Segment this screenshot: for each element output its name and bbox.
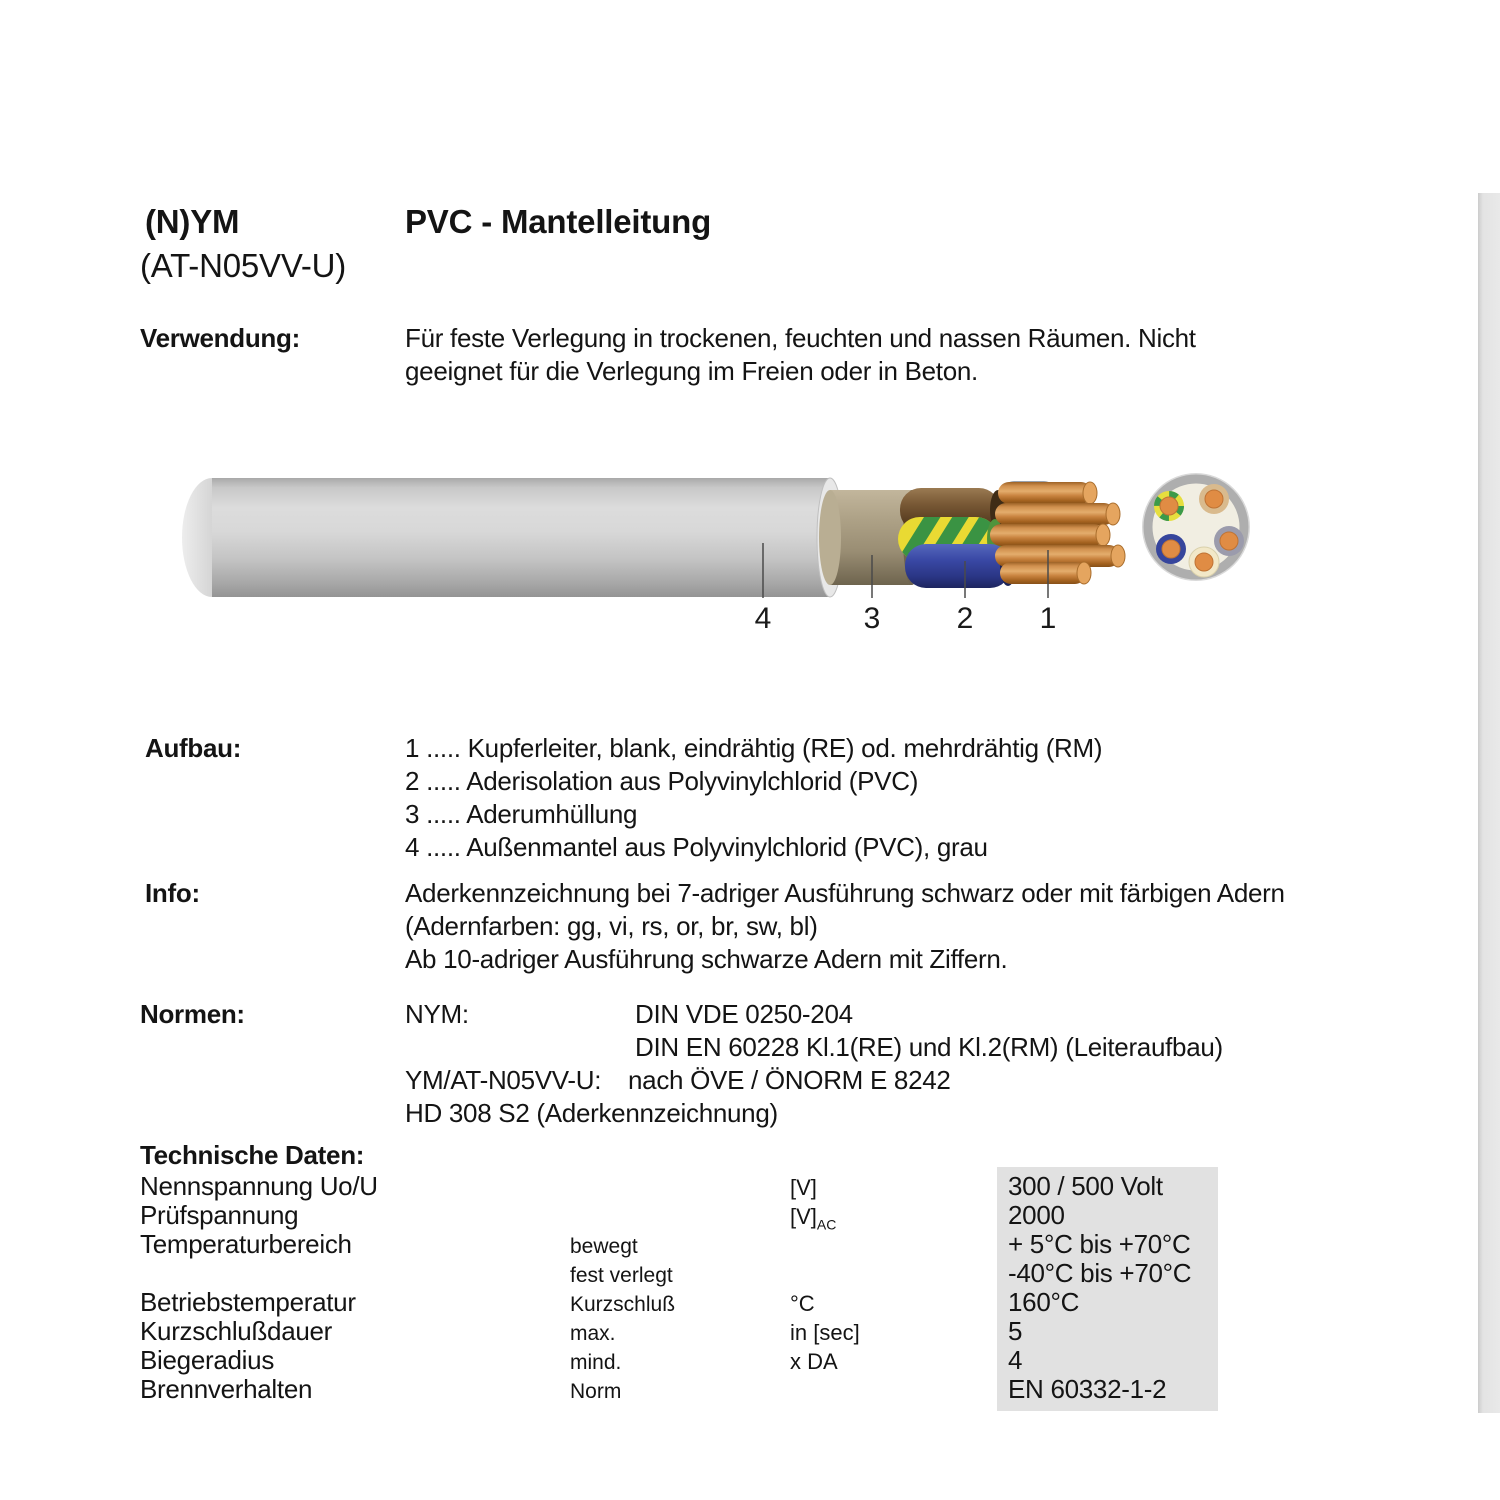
td-condition: Norm	[570, 1380, 622, 1403]
td-condition: bewegt	[570, 1235, 638, 1258]
td-parameter: Biegeradius	[140, 1345, 275, 1375]
td-value: 300 / 500 Volt	[1008, 1171, 1163, 1201]
table-row	[140, 1317, 1022, 1346]
normen-hd-line: HD 308 S2 (Aderkennzeichnung)	[405, 1098, 778, 1128]
figure-callout-labels	[755, 602, 1057, 635]
td-value: EN 60332-1-2	[1008, 1374, 1167, 1404]
table-row	[140, 1259, 1191, 1288]
aufbau-item-1: 1 ..... Kupferleiter, blank, eindrähtig (RE) od. mehrdrähtig (RM)	[405, 733, 1103, 763]
verwendung-line1: Für feste Verlegung in trockenen, feuchten und nassen Räumen. Nicht	[405, 323, 1196, 353]
normen-ym-label: YM/AT-N05VV-U:	[405, 1065, 602, 1095]
td-parameter: Betriebstemperatur	[140, 1287, 356, 1317]
td-unit-text: [V]	[790, 1204, 817, 1229]
info-line3: Ab 10-adriger Ausführung schwarze Adern mit Ziffern.	[405, 944, 1008, 974]
normen-nym-value1: DIN VDE 0250-204	[635, 999, 853, 1029]
table-row	[140, 1346, 1022, 1375]
table-row	[140, 1375, 1166, 1404]
cable-type-code-alt: (AT-N05VV-U)	[140, 247, 347, 284]
table-row	[140, 1230, 1191, 1259]
aufbau-item-3: 3 ..... Aderumhüllung	[405, 799, 638, 829]
callout-3: 3	[863, 602, 881, 635]
verwendung-line2: geeignet für die Verlegung im Freien oder in Beton.	[405, 356, 978, 386]
td-unit-text: °C	[790, 1291, 815, 1316]
callout-4: 4	[754, 602, 772, 635]
info-label: Info:	[145, 878, 200, 908]
normen-ym-value: nach ÖVE / ÖNORM E 8242	[628, 1065, 951, 1095]
aufbau-item-2: 2 ..... Aderisolation aus Polyvinylchlorid (PVC)	[405, 766, 919, 796]
page-edge-shadow	[1478, 193, 1500, 1413]
info-line1: Aderkennzeichnung bei 7-adriger Ausführung schwarz oder mit färbigen Adern	[405, 878, 1285, 908]
table-row	[140, 1200, 1065, 1233]
td-parameter: Brennverhalten	[140, 1374, 313, 1404]
callout-1: 1	[1039, 602, 1057, 635]
normen-nym-value2: DIN EN 60228 Kl.1(RE) und Kl.2(RM) (Leiteraufbau)	[635, 1032, 1223, 1062]
table-row	[140, 1172, 1163, 1201]
td-condition: fest verlegt	[570, 1264, 673, 1287]
normen-label: Normen:	[140, 999, 245, 1029]
td-unit-text: in [sec]	[790, 1320, 860, 1345]
callout-2: 2	[956, 602, 974, 635]
td-parameter: Kurzschlußdauer	[140, 1316, 333, 1346]
td-parameter: Prüfspannung	[140, 1200, 299, 1230]
aufbau-label: Aufbau:	[145, 733, 242, 763]
td-value: + 5°C bis +70°C	[1008, 1229, 1191, 1259]
td-value: 2000	[1008, 1200, 1065, 1230]
td-parameter: Temperaturbereich	[140, 1229, 352, 1259]
td-value: 4	[1008, 1345, 1023, 1375]
cable-illustration	[170, 455, 1280, 645]
table-row	[140, 1288, 1079, 1317]
td-unit-sub: AC	[816, 1216, 837, 1233]
td-condition: Kurzschluß	[570, 1293, 676, 1316]
cable-sheath	[182, 478, 843, 597]
normen-nym-label: NYM:	[405, 999, 469, 1029]
page-title: PVC - Mantelleitung	[405, 203, 712, 240]
aufbau-item-4: 4 ..... Außenmantel aus Polyvinylchlorid (PVC), grau	[405, 832, 988, 862]
td-value: 5	[1008, 1316, 1023, 1346]
td-parameter: Nennspannung Uo/U	[140, 1171, 378, 1201]
cable-type-code: (N)YM	[145, 203, 240, 240]
td-unit-text: x DA	[790, 1349, 838, 1374]
td-condition: max.	[570, 1322, 616, 1345]
td-value: -40°C bis +70°C	[1008, 1258, 1192, 1288]
technische-daten-heading: Technische Daten:	[140, 1140, 365, 1170]
td-value: 160°C	[1008, 1287, 1080, 1317]
td-condition: mind.	[570, 1351, 622, 1374]
copper-conductors	[990, 482, 1125, 584]
info-line2: (Adernfarben: gg, vi, rs, or, br, sw, bl)	[405, 911, 818, 941]
td-unit-text: [V]	[790, 1175, 817, 1200]
verwendung-label: Verwendung:	[140, 323, 300, 353]
cable-cross-section	[1143, 474, 1249, 580]
